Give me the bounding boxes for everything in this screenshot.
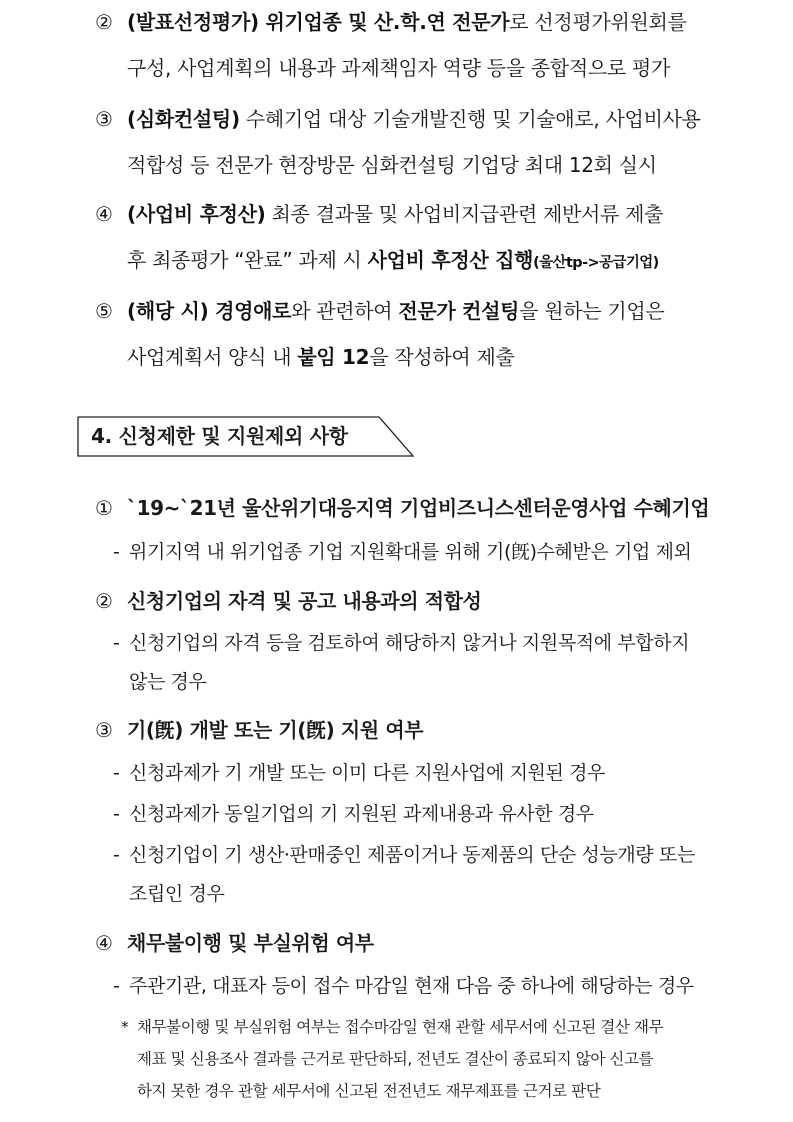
step-text-segment: 최종 결과물 및 사업비지급관련 제반서류 제출 xyxy=(265,202,664,226)
section-title: 4. 신청제한 및 지원제외 사항 xyxy=(91,424,348,448)
step-text-segment: (사업비 후정산) xyxy=(127,202,266,226)
restriction-2-detail-cont: 않는 경우 xyxy=(129,671,207,693)
step-text-segment: 을 원하는 기업은 xyxy=(519,299,665,323)
step-number: ④ xyxy=(95,202,113,226)
step-text-segment: (심화컨설팅) xyxy=(127,107,240,131)
restriction-1-detail: 위기지역 내 위기업종 기업 지원확대를 위해 기(旣)수혜받은 기업 제외 xyxy=(129,541,692,563)
note-line-1: 채무불이행 및 부실위험 여부는 접수마감일 현재 관할 세무서에 신고된 결산 재무 xyxy=(137,1018,664,1036)
restriction-3-number: ③ xyxy=(95,718,113,742)
step-text-segment: 적합성 등 전문가 현장방문 심화컨설팅 기업당 최대 12회 실시 xyxy=(127,153,657,177)
restriction-1-number: ① xyxy=(95,496,113,520)
step-text-segment: (해당 시) 경영애로 xyxy=(127,299,292,323)
step-number: ⑤ xyxy=(95,299,113,323)
step-text-segment: 전문가 컨설팅 xyxy=(398,299,520,323)
dash-marker: - xyxy=(113,844,120,866)
step-text-segment: 수혜기업 대상 기술개발진행 및 기술애로, 사업비사용 xyxy=(239,107,701,131)
dash-marker: - xyxy=(113,632,120,654)
restriction-4-detail: 주관기관, 대표자 등이 접수 마감일 현재 다음 중 하나에 해당하는 경우 xyxy=(129,975,694,997)
step-number: ③ xyxy=(95,107,113,131)
note-line-3: 하지 못한 경우 관할 세무서에 신고된 전전년도 재무제표를 근거로 판단 xyxy=(137,1082,601,1100)
note-marker: * xyxy=(121,1018,129,1036)
step-line-1 xyxy=(127,105,701,133)
step-text-segment: 구성, 사업계획의 내용과 과제책임자 역량 등을 종합적으로 평가 xyxy=(127,56,670,80)
dash-marker: - xyxy=(113,762,120,784)
step-line-2 xyxy=(127,343,515,371)
restriction-3-detail-3-cont: 조립인 경우 xyxy=(129,883,225,905)
note-line-2: 제표 및 신용조사 결과를 근거로 판단하되, 전년도 결산이 종료되지 않아 신고를 xyxy=(137,1050,654,1068)
step-text-segment: 로 선정평가위원회를 xyxy=(509,10,687,34)
step-line-2 xyxy=(127,151,657,179)
restriction-2-detail: 신청기업의 자격 등을 검토하여 해당하지 않거나 지원목적에 부합하지 xyxy=(129,632,690,654)
step-text-segment: 을 작성하여 제출 xyxy=(369,345,515,369)
restriction-1-title: `19~`21년 울산위기대응지역 기업비즈니스센터운영사업 수혜기업 xyxy=(127,496,710,520)
dash-marker: - xyxy=(113,975,120,997)
restriction-4-number: ④ xyxy=(95,931,113,955)
step-text-segment: 사업비 후정산 집행 xyxy=(367,248,534,272)
step-text-segment: (발표선정평가) 위기업종 및 산.학.연 전문가 xyxy=(127,10,510,34)
step-text-segment: 붙임 12 xyxy=(297,345,370,369)
restriction-3-title: 기(旣) 개발 또는 기(旣) 지원 여부 xyxy=(127,718,424,742)
step-line-2 xyxy=(127,54,670,82)
restriction-3-detail-3: 신청기업이 기 생산·판매중인 제품이거나 동제품의 단순 성능개량 또는 xyxy=(129,844,695,866)
dash-marker: - xyxy=(113,803,120,825)
step-text-segment: 후 최종평가 “완료” 과제 시 xyxy=(127,248,368,272)
restriction-2-title: 신청기업의 자격 및 공고 내용과의 적합성 xyxy=(127,589,482,613)
step-line-2 xyxy=(127,246,659,277)
step-line-1 xyxy=(127,8,687,36)
step-text-segment: (울산tp->공급기업) xyxy=(533,255,659,271)
step-line-1 xyxy=(127,297,664,325)
restriction-2-number: ② xyxy=(95,589,113,613)
step-text-segment: 사업계획서 양식 내 xyxy=(127,345,298,369)
dash-marker: - xyxy=(113,541,120,563)
step-text-segment: 와 관련하여 xyxy=(291,299,399,323)
restriction-3-detail-2: 신청과제가 동일기업의 기 지원된 과제내용과 유사한 경우 xyxy=(129,803,594,825)
step-line-1 xyxy=(127,200,663,228)
step-number: ② xyxy=(95,10,113,34)
restriction-3-detail-1: 신청과제가 기 개발 또는 이미 다른 지원사업에 지원된 경우 xyxy=(129,762,606,784)
restriction-4-title: 채무불이행 및 부실위험 여부 xyxy=(127,931,374,955)
